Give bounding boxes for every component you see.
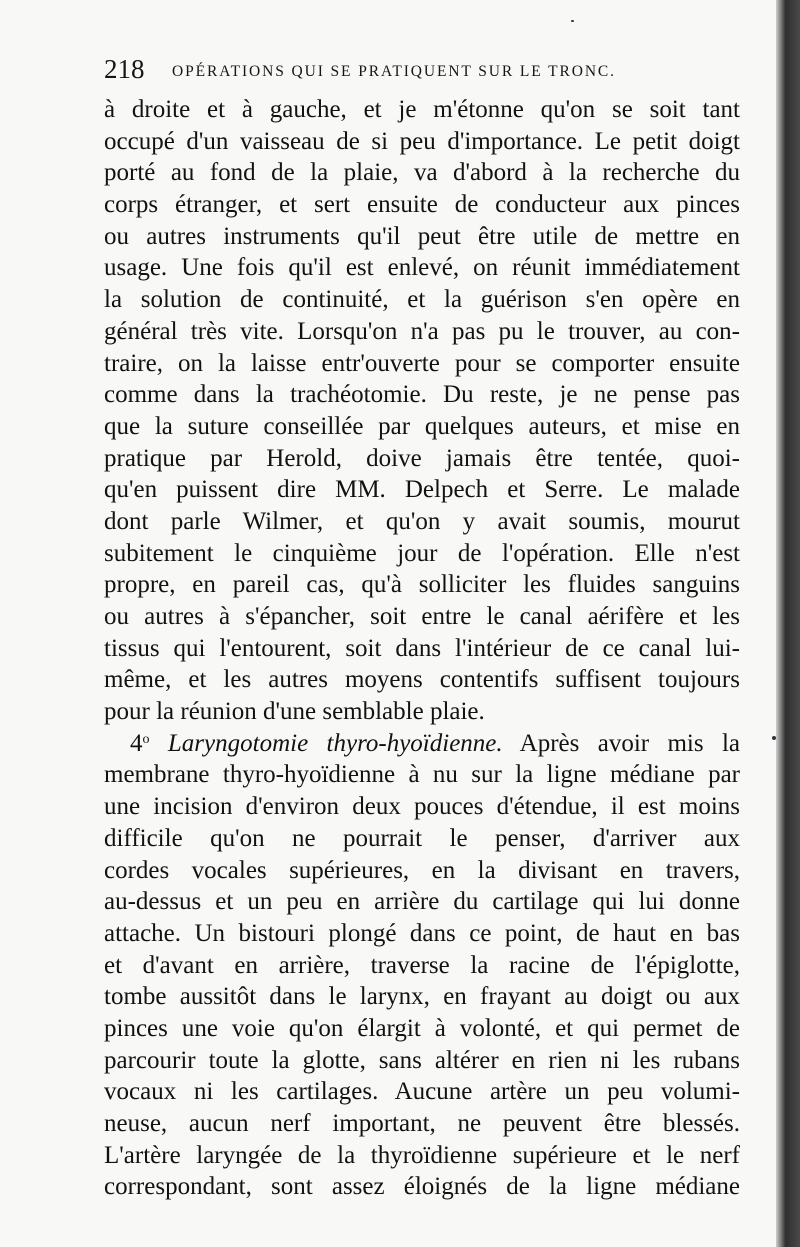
text-line: vocaux ni les cartilages. Aucune artère un peu volumi- bbox=[104, 1078, 740, 1106]
ink-speck bbox=[571, 20, 574, 22]
body-text bbox=[104, 94, 740, 1203]
text-line: porté au fond de la plaie, va d'abord à la recherche du bbox=[104, 159, 740, 187]
text-line: correspondant, sont assez éloignés de la ligne médiane bbox=[104, 1173, 740, 1201]
text-line: ou autres instruments qu'il peut être utile de mettre en bbox=[104, 222, 740, 250]
section-first-line-text: Après avoir mis la bbox=[502, 729, 741, 757]
section-number: 4 bbox=[130, 729, 143, 757]
text-line: pour la réunion d'une semblable plaie. bbox=[104, 698, 485, 726]
text-line: au-dessus et un peu en arrière du cartilage qui lui donne bbox=[104, 888, 740, 916]
page-number: 218 bbox=[104, 54, 145, 84]
text-line: propre, en pareil cas, qu'à solliciter les fluides sanguins bbox=[104, 571, 740, 599]
text-line: ou autres à s'épancher, soit entre le canal aérifère et les bbox=[104, 603, 740, 630]
page-edge-shadow bbox=[776, 0, 800, 1247]
text-line: attache. Un bistouri plongé dans ce point, de haut en bas bbox=[104, 919, 740, 947]
text-line: général très vite. Lorsqu'on n'a pas pu le trouver, au con- bbox=[104, 317, 740, 345]
text-line: comme dans la trachéotomie. Du reste, je ne pense pas bbox=[104, 381, 740, 409]
section-ordinal: o bbox=[142, 731, 150, 747]
text-line: corps étranger, et sert ensuite de conducteur aux pinces bbox=[104, 191, 740, 219]
text-line: pinces une voie qu'on élargit à volonté, et qui permet de bbox=[104, 1014, 740, 1042]
text-line: tissus qui l'entourent, soit dans l'intérieur de ce canal lui- bbox=[104, 634, 740, 662]
paragraph-laryngotomie bbox=[104, 728, 740, 1203]
text-line: et d'avant en arrière, traverse la racine de l'épiglotte, bbox=[104, 951, 740, 979]
text-line: qu'en puissent dire MM. Delpech et Serre. Le malade bbox=[104, 476, 740, 504]
text-line: traire, on la laisse entr'ouverte pour se comporter ensuite bbox=[104, 349, 740, 377]
text-line: une incision d'environ deux pouces d'étendue, il est moins bbox=[104, 793, 740, 821]
text-line: difficile qu'on ne pourrait le penser, d'arriver aux bbox=[104, 824, 740, 852]
section-title: Laryngotomie thyro-hyoïdienne. bbox=[167, 729, 503, 757]
text-line: subitement le cinquième jour de l'opération. Elle n'est bbox=[104, 539, 740, 567]
text-line: que la suture conseillée par quelques auteurs, et mise en bbox=[104, 412, 740, 440]
text-line: dont parle Wilmer, et qu'on y avait soumis, mourut bbox=[104, 507, 740, 535]
page-header bbox=[104, 52, 704, 86]
text-line: parcourir toute la glotte, sans altérer en rien ni les rubans bbox=[104, 1046, 740, 1074]
text-line: occupé d'un vaisseau de si peu d'importance. Le petit doigt bbox=[104, 127, 740, 155]
running-title: OPÉRATIONS QUI SE PRATIQUENT SUR LE TRONC. bbox=[172, 63, 616, 80]
text-line: L'artère laryngée de la thyroïdienne supérieure et le nerf bbox=[104, 1141, 740, 1169]
text-line: à droite et à gauche, et je m'étonne qu'on se soit tant bbox=[104, 96, 740, 123]
text-line: neuse, aucun nerf important, ne peuvent être blessés. bbox=[104, 1110, 740, 1137]
text-line: la solution de continuité, et la guérison s'en opère en bbox=[104, 286, 740, 314]
paragraph-suture bbox=[104, 94, 740, 728]
text-line: usage. Une fois qu'il est enlevé, on réunit immédiatement bbox=[104, 254, 740, 282]
text-line: pratique par Herold, doive jamais être tentée, quoi- bbox=[104, 444, 740, 472]
text-line: tombe aussitôt dans le larynx, en frayant au doigt ou aux bbox=[104, 983, 740, 1011]
section-heading-line bbox=[104, 728, 740, 760]
text-line: même, et les autres moyens contentifs suffisent toujours bbox=[104, 666, 740, 694]
text-line: membrane thyro-hyoïdienne à nu sur la ligne médiane par bbox=[104, 761, 740, 789]
text-line: cordes vocales supérieures, en la divisant en travers, bbox=[104, 856, 740, 884]
